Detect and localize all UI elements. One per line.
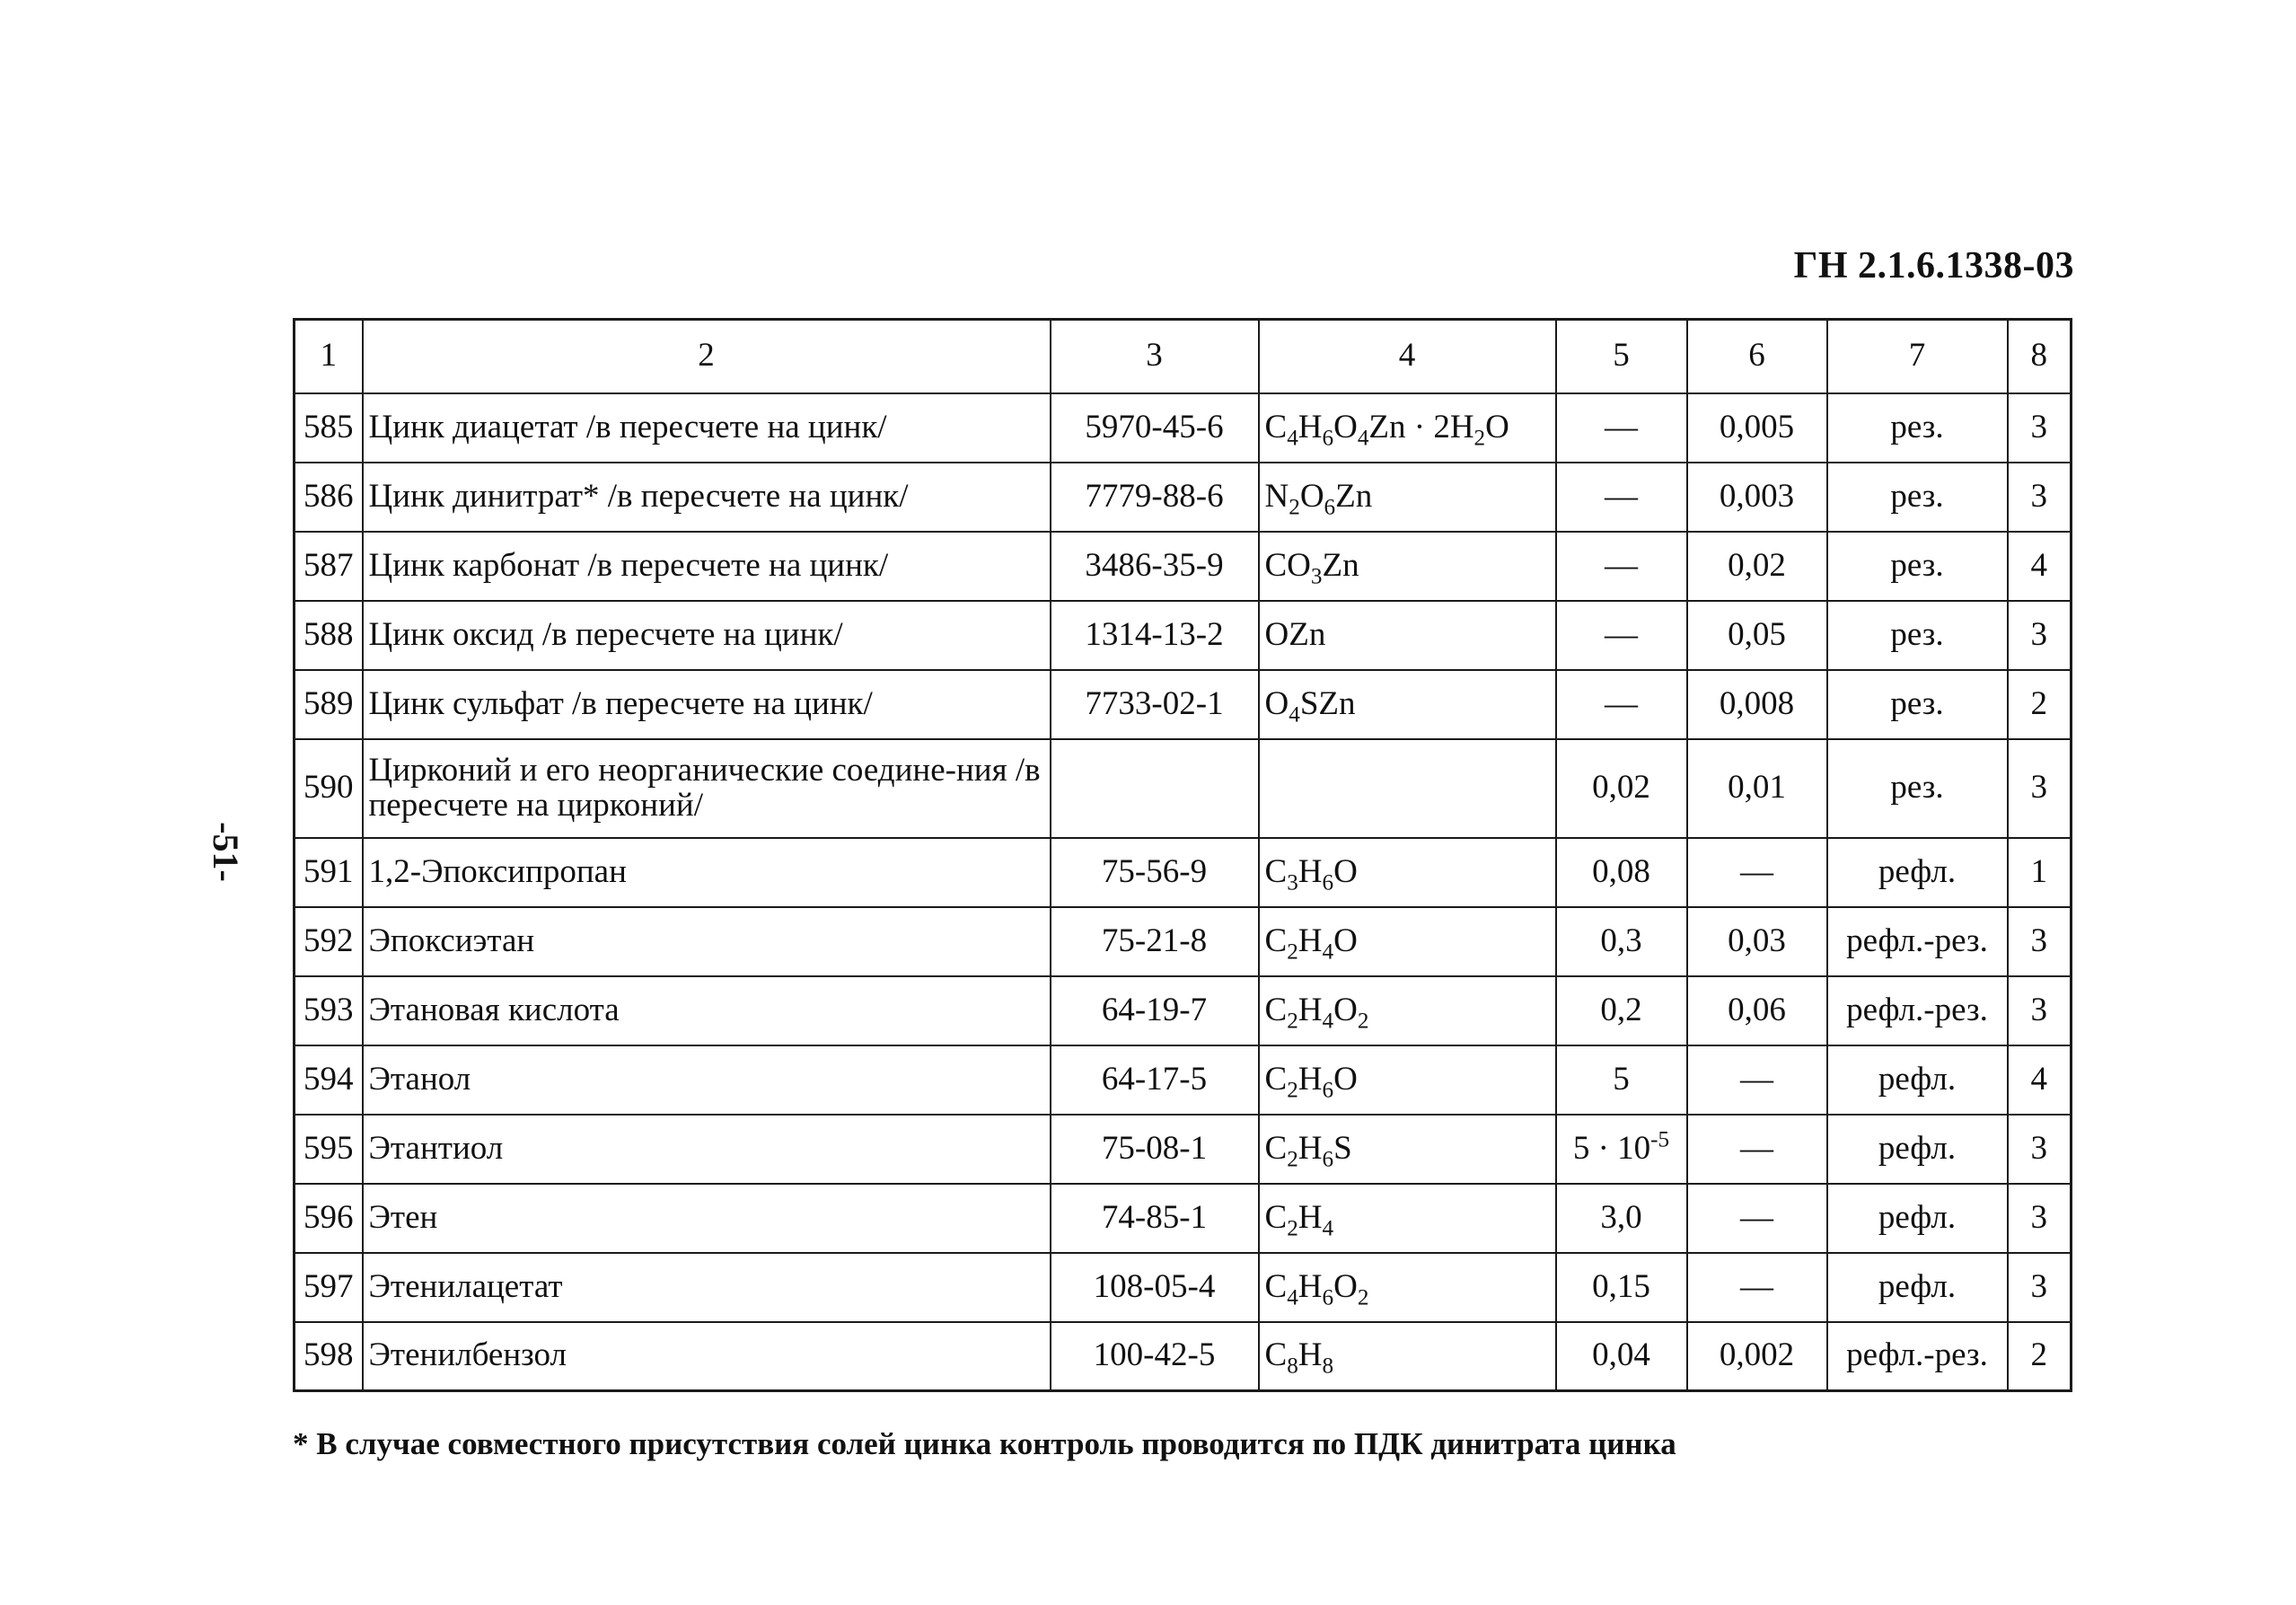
chemical-formula: $O_4SZn$	[1259, 670, 1556, 739]
hazard-class: 3	[2008, 907, 2072, 976]
avg-daily-concentration: —	[1687, 1115, 1827, 1184]
substance-name: Этановая кислота	[363, 976, 1051, 1045]
cas-number: 7733-02-1	[1051, 670, 1259, 739]
chemical-formula: $C_3H_6O$	[1259, 838, 1556, 907]
chemical-formula: $C_8H_8$	[1259, 1322, 1556, 1391]
limiting-hazard-index: рефл.-рез.	[1827, 907, 2008, 976]
table-row	[295, 1184, 2072, 1253]
hazard-class: 2	[2008, 670, 2072, 739]
table-body	[295, 320, 2072, 1391]
column-header: 7	[1827, 320, 2008, 393]
cas-number: 64-17-5	[1051, 1045, 1259, 1115]
chemical-formula: $C_2H_6S$	[1259, 1115, 1556, 1184]
limiting-hazard-index: рефл.	[1827, 1115, 2008, 1184]
substance-name: Этенилацетат	[363, 1253, 1051, 1322]
hazard-class: 4	[2008, 532, 2072, 601]
hazard-class: 3	[2008, 463, 2072, 532]
document-code: ГН 2.1.6.1338-03	[1793, 245, 2074, 287]
max-single-concentration: 0,08	[1556, 838, 1687, 907]
cas-number	[1051, 739, 1259, 838]
column-header: 2	[363, 320, 1051, 393]
column-header: 4	[1259, 320, 1556, 393]
table-row	[295, 463, 2072, 532]
max-single-concentration: —	[1556, 670, 1687, 739]
substance-name: Этантиол	[363, 1115, 1051, 1184]
cas-number: 64-19-7	[1051, 976, 1259, 1045]
avg-daily-concentration: —	[1687, 1253, 1827, 1322]
cas-number: 7779-88-6	[1051, 463, 1259, 532]
header-row	[295, 320, 2072, 393]
chemical-formula: OZn	[1259, 601, 1556, 670]
max-single-concentration: 0,15	[1556, 1253, 1687, 1322]
limiting-hazard-index: рефл.	[1827, 1184, 2008, 1253]
footnote: * В случае совместного присутствия солей цинка контроль проводится по ПДК динитрата цинка	[293, 1426, 1676, 1461]
cas-number: 108-05-4	[1051, 1253, 1259, 1322]
avg-daily-concentration: 0,002	[1687, 1322, 1827, 1391]
max-single-concentration: 0,2	[1556, 976, 1687, 1045]
hazard-class: 3	[2008, 393, 2072, 463]
substance-name: Цинк динитрат* /в пересчете на цинк/	[363, 463, 1051, 532]
hazard-class: 1	[2008, 838, 2072, 907]
table-row	[295, 601, 2072, 670]
limiting-hazard-index: рез.	[1827, 601, 2008, 670]
table-row	[295, 670, 2072, 739]
max-single-concentration: —	[1556, 601, 1687, 670]
row-number: 589	[295, 670, 363, 739]
avg-daily-concentration: 0,02	[1687, 532, 1827, 601]
table-row	[295, 1322, 2072, 1391]
table-row	[295, 532, 2072, 601]
max-single-concentration: 0,04	[1556, 1322, 1687, 1391]
cas-number: 75-56-9	[1051, 838, 1259, 907]
substance-name: 1,2-Эпоксипропан	[363, 838, 1051, 907]
column-header: 3	[1051, 320, 1259, 393]
page-number: -51-	[205, 822, 246, 882]
column-header: 1	[295, 320, 363, 393]
chemical-formula: $C_2H_4O_2$	[1259, 976, 1556, 1045]
row-number: 588	[295, 601, 363, 670]
chemical-formula: $C_4H_6O_2$	[1259, 1253, 1556, 1322]
table-row	[295, 1045, 2072, 1115]
chemical-formula: $C_2H_4O$	[1259, 907, 1556, 976]
substance-name: Цинк диацетат /в пересчете на цинк/	[363, 393, 1051, 463]
table-row	[295, 907, 2072, 976]
substance-name: Цинк карбонат /в пересчете на цинк/	[363, 532, 1051, 601]
cas-number: 100-42-5	[1051, 1322, 1259, 1391]
table-row	[295, 838, 2072, 907]
avg-daily-concentration: —	[1687, 1184, 1827, 1253]
chemical-formula: $CO_3Zn$	[1259, 532, 1556, 601]
avg-daily-concentration: —	[1687, 838, 1827, 907]
row-number: 592	[295, 907, 363, 976]
column-header: 8	[2008, 320, 2072, 393]
row-number: 598	[295, 1322, 363, 1391]
avg-daily-concentration: 0,008	[1687, 670, 1827, 739]
hazard-class: 3	[2008, 739, 2072, 838]
chemical-formula: $C_2H_4$	[1259, 1184, 1556, 1253]
hazard-class: 3	[2008, 601, 2072, 670]
substance-name: Эпоксиэтан	[363, 907, 1051, 976]
table-row	[295, 976, 2072, 1045]
row-number: 591	[295, 838, 363, 907]
max-single-concentration: $5 \cdot 10^{-5}$	[1556, 1115, 1687, 1184]
substance-name: Цинк сульфат /в пересчете на цинк/	[363, 670, 1051, 739]
column-header: 6	[1687, 320, 1827, 393]
row-number: 586	[295, 463, 363, 532]
hazard-class: 3	[2008, 1253, 2072, 1322]
limiting-hazard-index: рез.	[1827, 670, 2008, 739]
avg-daily-concentration: 0,01	[1687, 739, 1827, 838]
row-number: 595	[295, 1115, 363, 1184]
chemical-formula: $N_2O_6Zn$	[1259, 463, 1556, 532]
limiting-hazard-index: рез.	[1827, 463, 2008, 532]
max-single-concentration: 5	[1556, 1045, 1687, 1115]
max-single-concentration: —	[1556, 532, 1687, 601]
norms-table	[293, 318, 2072, 1392]
max-single-concentration: —	[1556, 463, 1687, 532]
limiting-hazard-index: рефл.-рез.	[1827, 976, 2008, 1045]
row-number: 596	[295, 1184, 363, 1253]
max-single-concentration: 0,3	[1556, 907, 1687, 976]
table-row	[295, 1253, 2072, 1322]
max-single-concentration: 0,02	[1556, 739, 1687, 838]
avg-daily-concentration: 0,05	[1687, 601, 1827, 670]
limiting-hazard-index: рефл.	[1827, 1253, 2008, 1322]
substance-name: Этен	[363, 1184, 1051, 1253]
hazard-class: 3	[2008, 976, 2072, 1045]
row-number: 594	[295, 1045, 363, 1115]
substance-name: Цинк оксид /в пересчете на цинк/	[363, 601, 1051, 670]
chemical-formula: $C_2H_6O$	[1259, 1045, 1556, 1115]
limiting-hazard-index: рефл.	[1827, 838, 2008, 907]
avg-daily-concentration: 0,003	[1687, 463, 1827, 532]
limiting-hazard-index: рез.	[1827, 739, 2008, 838]
cas-number: 74-85-1	[1051, 1184, 1259, 1253]
row-number: 593	[295, 976, 363, 1045]
max-single-concentration: —	[1556, 393, 1687, 463]
row-number: 590	[295, 739, 363, 838]
avg-daily-concentration: 0,005	[1687, 393, 1827, 463]
chemical-formula: $C_4H_6O_4Zn \cdot 2H_2O$	[1259, 393, 1556, 463]
table-row	[295, 1115, 2072, 1184]
substance-name: Этанол	[363, 1045, 1051, 1115]
cas-number: 75-08-1	[1051, 1115, 1259, 1184]
limiting-hazard-index: рефл.	[1827, 1045, 2008, 1115]
substance-name: Этенилбензол	[363, 1322, 1051, 1391]
max-single-concentration: 3,0	[1556, 1184, 1687, 1253]
hazard-class: 2	[2008, 1322, 2072, 1391]
table-row	[295, 393, 2072, 463]
cas-number: 75-21-8	[1051, 907, 1259, 976]
column-header: 5	[1556, 320, 1687, 393]
row-number: 585	[295, 393, 363, 463]
avg-daily-concentration: 0,03	[1687, 907, 1827, 976]
chemical-formula	[1259, 739, 1556, 838]
hazard-class: 3	[2008, 1184, 2072, 1253]
hazard-class: 3	[2008, 1115, 2072, 1184]
table-row	[295, 739, 2072, 838]
avg-daily-concentration: —	[1687, 1045, 1827, 1115]
avg-daily-concentration: 0,06	[1687, 976, 1827, 1045]
cas-number: 3486-35-9	[1051, 532, 1259, 601]
limiting-hazard-index: рез.	[1827, 532, 2008, 601]
row-number: 597	[295, 1253, 363, 1322]
hazard-class: 4	[2008, 1045, 2072, 1115]
limiting-hazard-index: рез.	[1827, 393, 2008, 463]
cas-number: 1314-13-2	[1051, 601, 1259, 670]
row-number: 587	[295, 532, 363, 601]
limiting-hazard-index: рефл.-рез.	[1827, 1322, 2008, 1391]
substance-name: Цирконий и его неорганические соедине-ния /в пересчете на цирконий/	[363, 739, 1051, 838]
cas-number: 5970-45-6	[1051, 393, 1259, 463]
